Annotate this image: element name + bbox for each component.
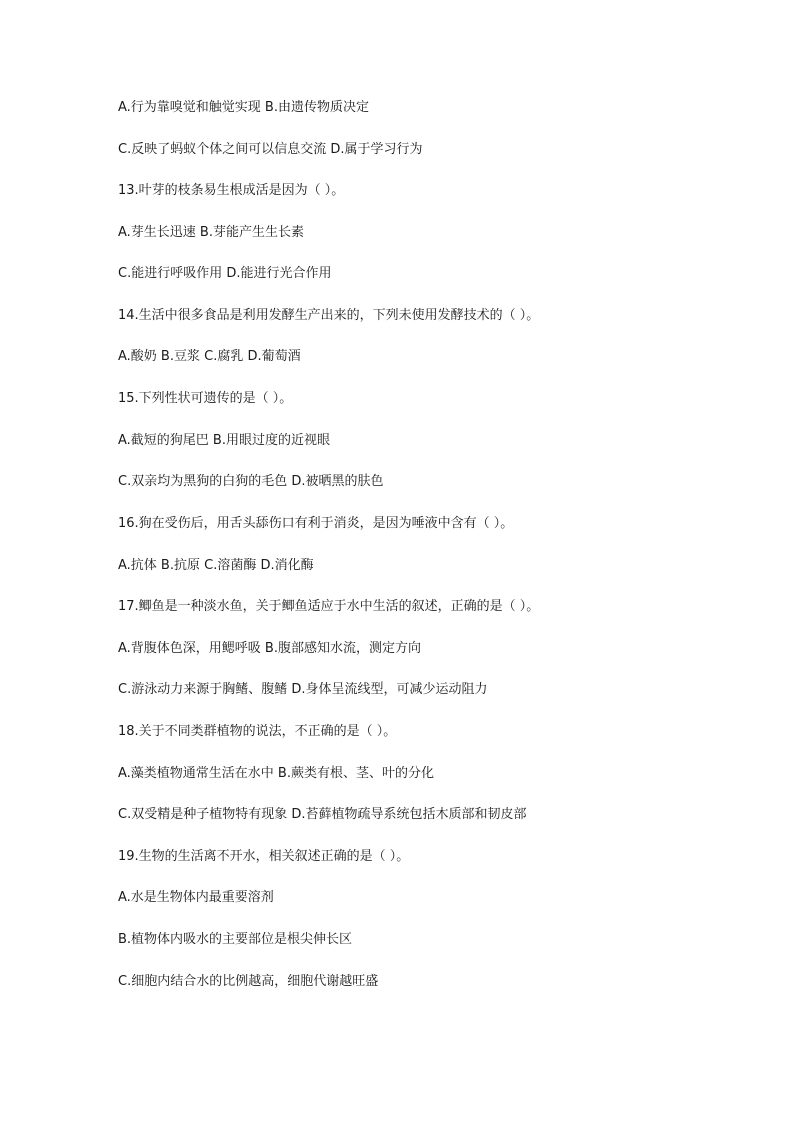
option-line: A.芽生长迅速 B.芽能产生生长素	[118, 225, 304, 240]
option-line: B.植物体内吸水的主要部位是根尖伸长区	[118, 932, 353, 947]
question-16: 16.狗在受伤后，用舌头舔伤口有利于消炎，是因为唾液中含有（ ）。	[118, 516, 514, 531]
option-line: C.双受精是种子植物特有现象 D.苔藓植物疏导系统包括木质部和韧皮部	[118, 807, 527, 822]
option-line: A.背腹体色深，用鳃呼吸 B.腹部感知水流，测定方向	[118, 641, 421, 656]
question-18: 18.关于不同类群植物的说法，不正确的是（ ）。	[118, 724, 397, 739]
option-line: A.酸奶 B.豆浆 C.腐乳 D.葡萄酒	[118, 349, 301, 364]
question-13: 13.叶芽的枝条易生根成活是因为（ ）。	[118, 183, 345, 198]
option-line: C.双亲均为黑狗的白狗的毛色 D.被晒黑的肤色	[118, 474, 384, 489]
option-line: A.抗体 B.抗原 C.溶菌酶 D.消化酶	[118, 558, 314, 573]
option-line: A.藻类植物通常生活在水中 B.蕨类有根、茎、叶的分化	[118, 766, 434, 781]
question-15: 15.下列性状可遗传的是（ ）。	[118, 391, 293, 406]
option-line: C.反映了蚂蚁个体之间可以信息交流 D.属于学习行为	[118, 142, 423, 157]
option-line: A.水是生物体内最重要溶剂	[118, 890, 274, 905]
question-19: 19.生物的生活离不开水，相关叙述正确的是（ ）。	[118, 849, 410, 864]
question-14: 14.生活中很多食品是利用发酵生产出来的，下列未使用发酵技术的（ ）。	[118, 308, 540, 323]
option-line: C.游泳动力来源于胸鳍、腹鳍 D.身体呈流线型，可减少运动阻力	[118, 682, 488, 697]
option-line: C.能进行呼吸作用 D.能进行光合作用	[118, 266, 332, 281]
question-17: 17.鲫鱼是一种淡水鱼，关于鲫鱼适应于水中生活的叙述，正确的是（ ）。	[118, 599, 540, 614]
option-line: C.细胞内结合水的比例越高，细胞代谢越旺盛	[118, 974, 379, 989]
option-line: A.截短的狗尾巴 B.用眼过度的近视眼	[118, 433, 330, 448]
option-line: A.行为靠嗅觉和触觉实现 B.由遗传物质决定	[118, 100, 369, 115]
